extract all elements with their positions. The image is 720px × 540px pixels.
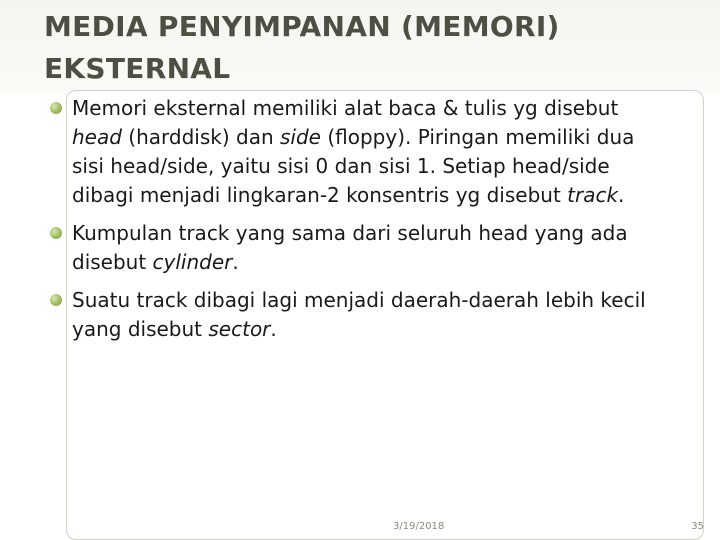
bullet-text-part-italic: sector <box>208 317 271 341</box>
bullet-text-part: . <box>270 317 277 341</box>
bullet-text-part: . <box>618 183 625 207</box>
bullet-item <box>50 286 660 344</box>
bullet-text-part: (floppy). Piringan memiliki dua sisi head/side, yaitu sisi 0 dan sisi 1. Setiap head/side dibagi menjadi lingkaran-2 konsentris yg disebut <box>72 125 635 207</box>
bullet-dot-icon <box>50 227 62 239</box>
bullet-text-part-italic: cylinder <box>152 250 233 274</box>
bullet-text-part: Kumpulan track yang sama dari seluruh head yang ada disebut <box>72 221 628 274</box>
footer-date: 3/19/2018 <box>393 521 445 532</box>
slide-title: MEDIA PENYIMPANAN (MEMORI) EKSTERNAL <box>44 10 560 85</box>
footer-page-number: 35 <box>691 521 704 532</box>
bullet-list <box>50 94 660 353</box>
bullet-text-part-italic: track <box>567 183 619 207</box>
bullet-text-part-italic: head <box>72 125 122 149</box>
bullet-item <box>50 94 660 210</box>
bullet-text-part: . <box>232 250 239 274</box>
bullet-text-part: Suatu track dibagi lagi menjadi daerah-daerah lebih kecil yang disebut <box>72 288 646 341</box>
bullet-text-part: Memori eksternal memiliki alat baca & tulis yg disebut <box>72 96 619 120</box>
bullet-dot-icon <box>50 102 62 114</box>
bullet-dot-icon <box>50 294 62 306</box>
bullet-text-part-italic: side <box>280 125 321 149</box>
bullet-item <box>50 219 660 277</box>
bullet-text-part: (harddisk) dan <box>121 125 280 149</box>
